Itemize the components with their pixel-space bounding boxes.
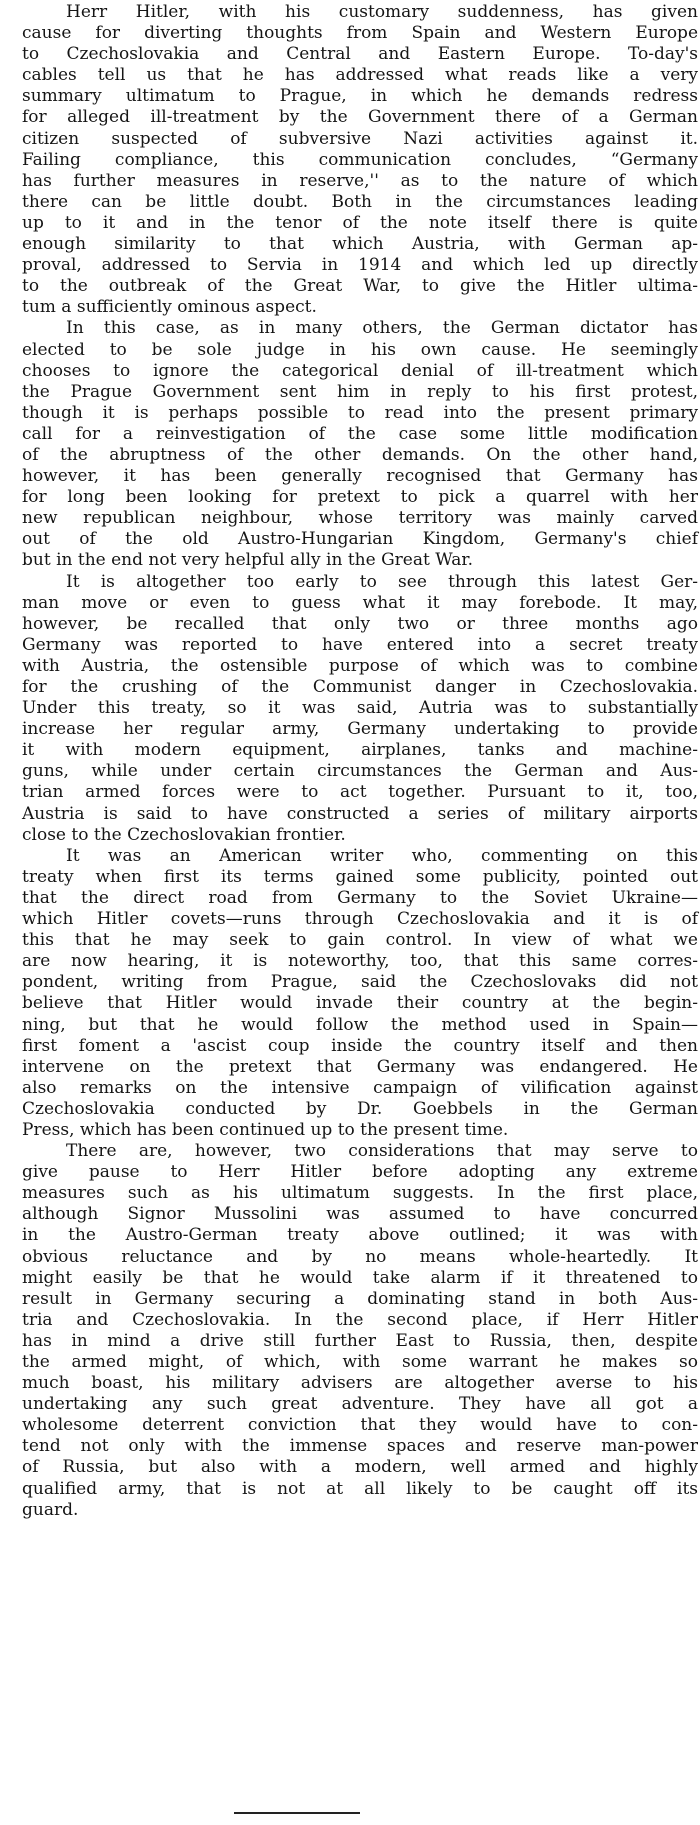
text-line: which Hitler covets—runs through Czechoslovakia and it is of — [22, 909, 698, 930]
text-line: ning, but that he would follow the method used in Spain— — [22, 1014, 698, 1035]
text-line: obvious reluctance and by no means whole-heartedly. It — [22, 1246, 698, 1267]
text-line: has further measures in reserve,'' as to the nature of which — [22, 170, 698, 191]
text-line: qualified army, that is not at all likely to be caught off its — [22, 1478, 698, 1499]
text-line: undertaking any such great adventure. They have all got a — [22, 1394, 698, 1415]
text-line: wholesome deterrent conviction that they would have to con- — [22, 1415, 698, 1436]
text-line: pondent, writing from Prague, said the Czechoslovaks did not — [22, 972, 698, 993]
text-line: increase her regular army, Germany undertaking to provide — [22, 719, 698, 740]
text-line: to the outbreak of the Great War, to give the Hitler ultima- — [22, 276, 698, 297]
text-line: to Czechoslovakia and Central and Eastern Europe. To-day's — [22, 44, 698, 65]
text-line: although Signor Mussolini was assumed to have concurred — [22, 1204, 698, 1225]
text-line: citizen suspected of subversive Nazi activities against it. — [22, 128, 698, 149]
text-line: enough similarity to that which Austria, with German ap- — [22, 234, 698, 255]
text-line: out of the old Austro-Hungarian Kingdom, Germany's chief — [22, 529, 698, 550]
text-line: of Russia, but also with a modern, well armed and highly — [22, 1457, 698, 1478]
text-line: might easily be that he would take alarm if it threatened to — [22, 1267, 698, 1288]
text-line: It was an American writer who, commenting on this — [66, 845, 698, 866]
text-line: that the direct road from Germany to the Soviet Ukraine— — [22, 887, 698, 908]
paragraph-1 — [22, 2, 698, 318]
text-line: intervene on the pretext that Germany was endangered. He — [22, 1056, 698, 1077]
text-line: Germany was reported to have entered into a secret treaty — [22, 634, 698, 655]
text-line: however, be recalled that only two or three months ago — [22, 613, 698, 634]
text-line: for the crushing of the Communist danger in Czechoslovakia. — [22, 677, 698, 697]
text-line: Under this treaty, so it was said, Autria was to substantially — [22, 698, 698, 719]
text-line: give pause to Herr Hitler before adopting any extreme — [22, 1162, 698, 1183]
text-line: summary ultimatum to Prague, in which he demands redress — [22, 86, 698, 107]
text-line: In this case, as in many others, the German dictator has — [66, 318, 698, 339]
text-line: however, it has been generally recognised that Germany has — [22, 466, 698, 487]
text-line: first foment a 'ascist coup inside the country itself and then — [22, 1035, 698, 1056]
text-line: the armed might, of which, with some warrant he makes so — [22, 1352, 698, 1372]
text-line: there can be little doubt. Both in the circumstances leading — [22, 191, 698, 212]
article-column — [22, 2, 698, 1521]
text-line: call for a reinvestigation of the case some little modification — [22, 423, 698, 444]
text-line: chooses to ignore the categorical denial of ill-treatment which — [22, 360, 698, 381]
end-of-article-rule — [234, 1812, 360, 1814]
text-line: guns, while under certain circumstances the German and Aus- — [22, 761, 698, 782]
text-line: tria and Czechoslovakia. In the second place, if Herr Hitler — [22, 1309, 698, 1330]
text-line: Failing compliance, this communication concludes, “Germany — [22, 149, 698, 170]
text-line: new republican neighbour, whose territory was mainly carved — [22, 508, 698, 529]
text-line: it with modern equipment, airplanes, tanks and machine- — [22, 740, 698, 761]
text-line: result in Germany securing a dominating stand in both Aus- — [22, 1288, 698, 1309]
paragraph-3 — [22, 572, 698, 846]
text-line: trian armed forces were to act together. Pursuant to it, too, — [22, 782, 698, 803]
text-line: the Prague Government sent him in reply to his first protest, — [22, 381, 698, 402]
text-line: with Austria, the ostensible purpose of which was to combine — [22, 655, 698, 676]
paragraph-4 — [22, 846, 698, 1141]
text-line: Austria is said to have constructed a series of military airports — [22, 803, 698, 824]
text-line: cables tell us that he has addressed what reads like a very — [22, 65, 698, 86]
text-line: treaty when first its terms gained some publicity, pointed out — [22, 866, 698, 887]
text-line: up to it and in the tenor of the note itself there is quite — [22, 212, 698, 233]
text-line: are now hearing, it is noteworthy, too, that this same corres- — [22, 951, 698, 972]
text-line: elected to be sole judge in his own cause. He seemingly — [22, 339, 698, 360]
text-line: close to the Czechoslovakian frontier. — [22, 824, 346, 845]
paragraph-5 — [22, 1141, 698, 1521]
text-line: for long been looking for pretext to pick a quarrel with her — [22, 487, 698, 508]
paragraph-2 — [22, 318, 698, 571]
text-line: tum a sufficiently ominous aspect. — [22, 297, 317, 318]
text-line: for alleged ill-treatment by the Government there of a German — [22, 107, 698, 128]
text-line: also remarks on the intensive campaign of vilification against — [22, 1077, 698, 1098]
text-line: man move or even to guess what it may forebode. It may, — [22, 592, 698, 613]
text-line: Press, which has been continued up to the present time. — [22, 1119, 509, 1140]
text-line: this that he may seek to gain control. In view of what we — [22, 930, 698, 951]
text-line: proval, addressed to Servia in 1914 and which led up directly — [22, 255, 698, 276]
text-line: much boast, his military advisers are altogether averse to his — [22, 1373, 698, 1394]
text-line: in the Austro-German treaty above outlined; it was with — [22, 1225, 698, 1246]
text-line: Czechoslovakia conducted by Dr. Goebbels in the German — [22, 1098, 698, 1119]
text-line: There are, however, two considerations that may serve to — [66, 1141, 698, 1162]
text-line: It is altogether too early to see through this latest Ger- — [66, 571, 698, 592]
text-line: but in the end not very helpful ally in the Great War. — [22, 550, 474, 571]
text-line: cause for diverting thoughts from Spain and Western Europe — [22, 23, 698, 44]
text-line: believe that Hitler would invade their country at the begin- — [22, 993, 698, 1014]
text-line: has in mind a drive still further East to Russia, then, despite — [22, 1330, 698, 1351]
text-line: Herr Hitler, with his customary suddenness, has given — [66, 2, 698, 22]
text-line: of the abruptness of the other demands. On the other hand, — [22, 444, 698, 465]
text-line: though it is perhaps possible to read into the present primary — [22, 402, 698, 423]
text-line: measures such as his ultimatum suggests. In the first place, — [22, 1183, 698, 1204]
text-line: guard. — [22, 1499, 79, 1520]
text-line: tend not only with the immense spaces and reserve man-power — [22, 1436, 698, 1457]
